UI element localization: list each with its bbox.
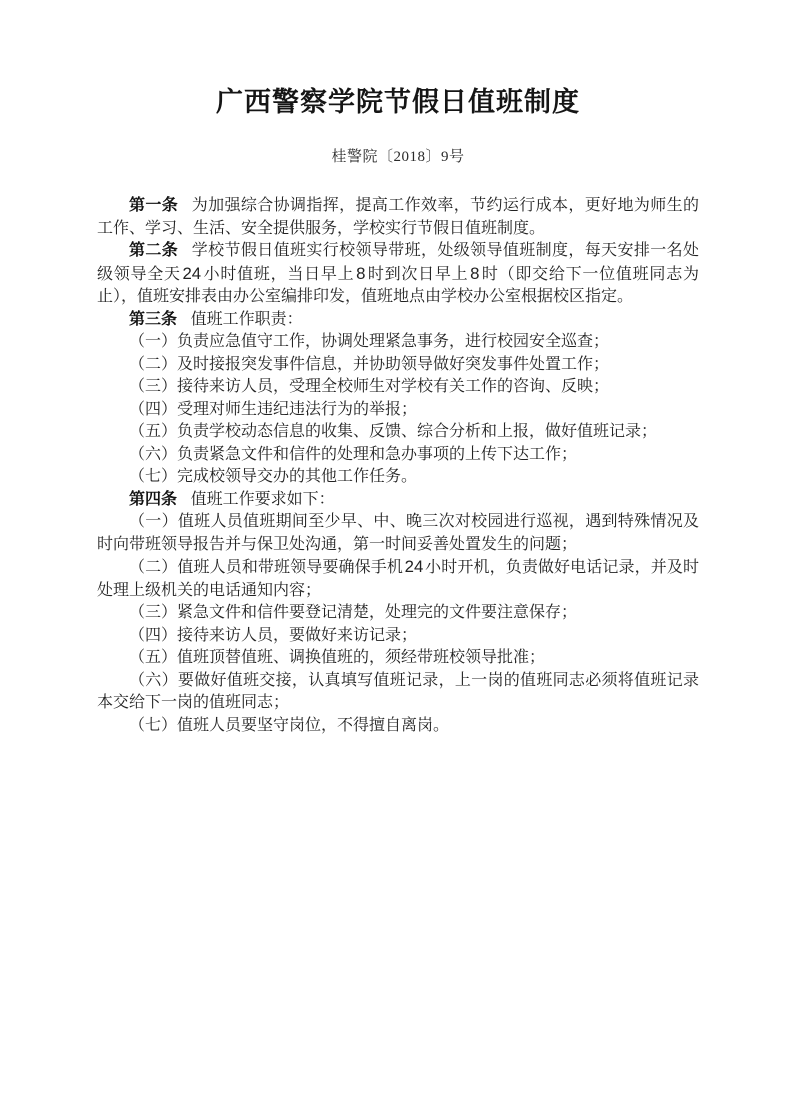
paragraph-text: 值班工作要求如下：	[190, 490, 335, 508]
item-paragraph	[97, 556, 699, 602]
paragraph-text: 学校节假日值班实行校领导带班，处级领导值班制度，每天安排一名处级领导全天24 小时值班，当日早上8 时到次日早上8 时（即交给下一位值班同志为止），值班安排表由办公室编排印发，值班地点由学校办公室根据校区指定。	[97, 242, 699, 306]
paragraph-text: （七）值班人员要坚守岗位，不得擅自离岗。	[129, 716, 450, 734]
item-paragraph	[97, 647, 699, 670]
latin-number: 8	[356, 263, 366, 283]
item-paragraph	[97, 331, 699, 354]
item-paragraph	[97, 625, 699, 648]
item-paragraph	[97, 399, 699, 422]
item-paragraph	[97, 466, 699, 489]
latin-number: 24	[182, 263, 202, 283]
latin-number: 8	[470, 263, 480, 283]
item-paragraph	[97, 376, 699, 399]
paragraph-text: （三）紧急文件和信件要登记清楚，处理完的文件要注意保存；	[129, 604, 578, 622]
paragraph-text: （四）接待来访人员，要做好来访记录；	[129, 626, 418, 644]
document-title: 广西警察学院节假日值班制度	[216, 87, 580, 117]
article-label: 第四条	[129, 490, 178, 508]
article-label: 第三条	[129, 310, 178, 328]
paragraph-text: （一）负责应急值守工作，协调处理紧急事务，进行校园安全巡查；	[129, 333, 610, 351]
item-paragraph	[97, 715, 699, 738]
item-paragraph	[97, 511, 699, 556]
paragraph-text: （二）及时接报突发事件信息，并协助领导做好突发事件处置工作；	[129, 355, 610, 373]
paragraph-text: （三）接待来访人员，受理全校师生对学校有关工作的咨询、反映；	[129, 378, 610, 396]
paragraph-text: （四）受理对师生违纪违法行为的举报；	[129, 400, 418, 418]
item-paragraph	[97, 354, 699, 377]
article-paragraph	[97, 489, 699, 512]
paragraph-text: 值班工作职责：	[190, 310, 303, 328]
article-paragraph	[97, 240, 699, 309]
item-paragraph	[97, 444, 699, 467]
article-paragraph	[97, 309, 699, 332]
paragraph-text: （五）负责学校动态信息的收集、反馈、综合分析和上报，做好值班记录；	[129, 423, 658, 441]
document-number: 桂警院〔2018〕9号	[331, 149, 465, 166]
item-paragraph	[97, 421, 699, 444]
paragraph-text: （六）负责紧急文件和信件的处理和急办事项的上传下达工作；	[129, 445, 578, 463]
article-label: 第二条	[129, 242, 179, 260]
paragraph-text: （二）值班人员和带班领导要确保手机24 小时开机，负责做好电话记录，并及时处理上级机关的电话通知内容；	[97, 557, 699, 599]
latin-number: 24	[404, 557, 424, 577]
article-label: 第一条	[129, 197, 179, 215]
article-paragraph	[97, 195, 699, 240]
document-body	[97, 195, 699, 737]
paragraph-text: 为加强综合协调指挥，提高工作效率，节约运行成本，更好地为师生的工作、学习、生活、安全提供服务，学校实行节假日值班制度。	[97, 197, 699, 237]
item-paragraph	[97, 602, 699, 625]
paragraph-text: （七）完成校领导交办的其他工作任务。	[129, 468, 418, 486]
item-paragraph	[97, 670, 699, 715]
paragraph-text: （五）值班顶替值班、调换值班的，须经带班校领导批准；	[129, 649, 546, 667]
paragraph-text: （六）要做好值班交接，认真填写值班记录，上一岗的值班同志必须将值班记录本交给下一岗的值班同志；	[97, 671, 699, 712]
paragraph-text: （一）值班人员值班期间至少早、中、晚三次对校园进行巡视，遇到特殊情况及时向带班领导报告并与保卫处沟通，第一时间妥善处置发生的问题；	[97, 513, 699, 553]
